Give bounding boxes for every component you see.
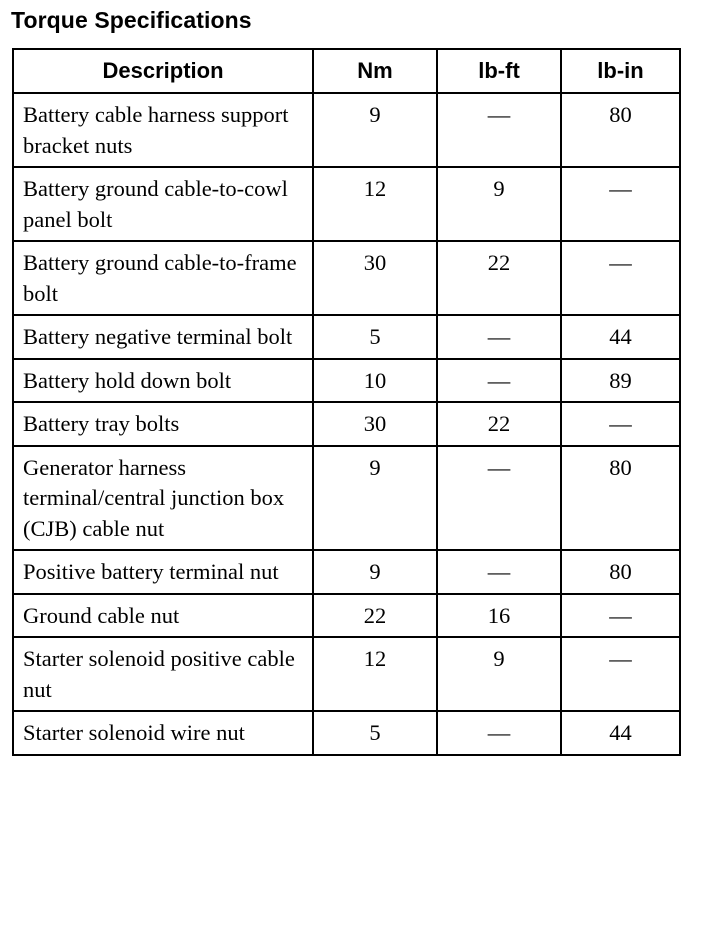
cell-description: Starter solenoid positive cable nut (13, 637, 313, 711)
cell-nm: 5 (313, 315, 437, 359)
header-lb-ft: lb-ft (437, 49, 561, 93)
cell-lb-in: 80 (561, 446, 680, 551)
cell-description: Ground cable nut (13, 594, 313, 638)
table-row (13, 167, 680, 241)
cell-lb-in: — (561, 594, 680, 638)
table-row (13, 446, 680, 551)
cell-lb-in: — (561, 241, 680, 315)
cell-lb-in: 44 (561, 711, 680, 755)
cell-description: Generator harness terminal/central junction box (CJB) cable nut (13, 446, 313, 551)
cell-nm: 9 (313, 550, 437, 594)
cell-description: Battery cable harness support bracket nuts (13, 93, 313, 167)
cell-nm: 30 (313, 402, 437, 446)
header-nm: Nm (313, 49, 437, 93)
cell-lb-ft: — (437, 93, 561, 167)
cell-nm: 5 (313, 711, 437, 755)
table-row (13, 594, 680, 638)
cell-nm: 10 (313, 359, 437, 403)
cell-lb-ft: 22 (437, 241, 561, 315)
table-row (13, 402, 680, 446)
cell-lb-ft: — (437, 446, 561, 551)
cell-description: Battery negative terminal bolt (13, 315, 313, 359)
cell-description: Starter solenoid wire nut (13, 711, 313, 755)
cell-nm: 30 (313, 241, 437, 315)
cell-lb-ft: 9 (437, 167, 561, 241)
cell-nm: 12 (313, 167, 437, 241)
cell-nm: 9 (313, 93, 437, 167)
cell-description: Battery tray bolts (13, 402, 313, 446)
cell-lb-in: — (561, 637, 680, 711)
cell-lb-ft: 16 (437, 594, 561, 638)
table-row (13, 241, 680, 315)
table-header-row (13, 49, 680, 93)
header-lb-in: lb-in (561, 49, 680, 93)
table-row (13, 637, 680, 711)
table-row (13, 359, 680, 403)
cell-nm: 22 (313, 594, 437, 638)
cell-lb-in: 89 (561, 359, 680, 403)
cell-lb-ft: — (437, 315, 561, 359)
cell-lb-in: — (561, 167, 680, 241)
cell-lb-ft: 9 (437, 637, 561, 711)
cell-lb-ft: — (437, 359, 561, 403)
cell-lb-in: 44 (561, 315, 680, 359)
cell-nm: 9 (313, 446, 437, 551)
page-title: Torque Specifications (11, 7, 252, 33)
cell-lb-ft: 22 (437, 402, 561, 446)
cell-description: Battery ground cable-to-frame bolt (13, 241, 313, 315)
cell-lb-in: 80 (561, 93, 680, 167)
cell-description: Positive battery terminal nut (13, 550, 313, 594)
header-description: Description (13, 49, 313, 93)
table-row (13, 315, 680, 359)
cell-lb-in: — (561, 402, 680, 446)
table-row (13, 93, 680, 167)
torque-spec-table (12, 48, 681, 756)
cell-nm: 12 (313, 637, 437, 711)
cell-lb-in: 80 (561, 550, 680, 594)
cell-description: Battery hold down bolt (13, 359, 313, 403)
table-row (13, 711, 680, 755)
cell-lb-ft: — (437, 711, 561, 755)
cell-lb-ft: — (437, 550, 561, 594)
table-row (13, 550, 680, 594)
cell-description: Battery ground cable-to-cowl panel bolt (13, 167, 313, 241)
